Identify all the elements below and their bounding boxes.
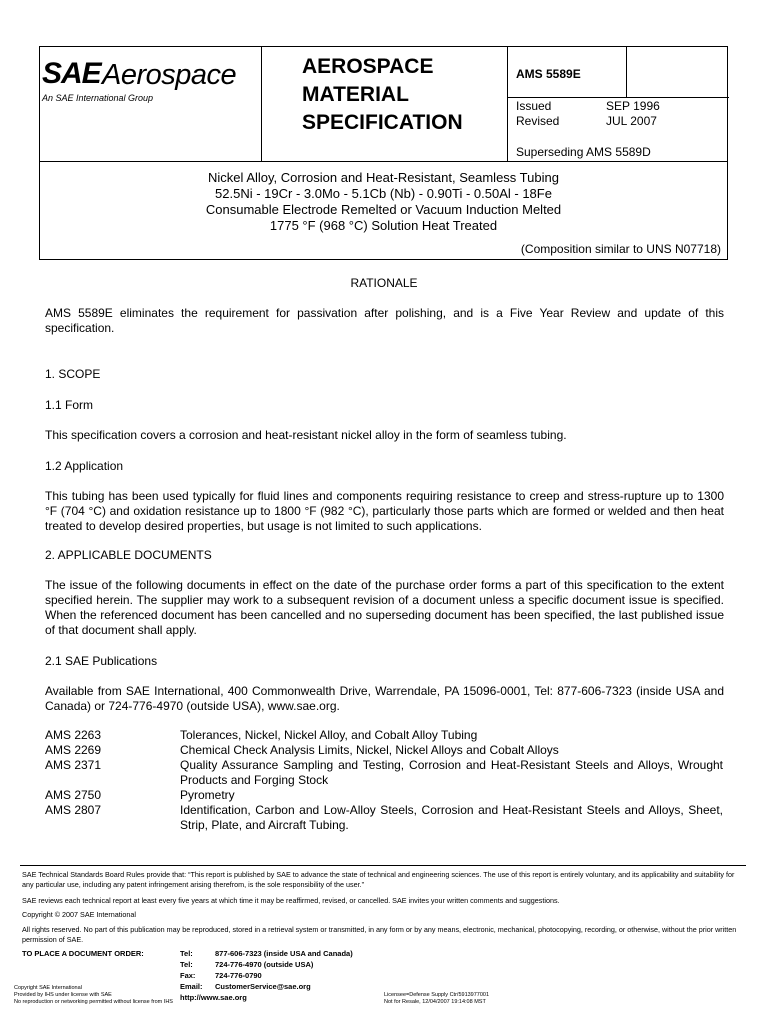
logo-sae: SAE xyxy=(42,57,101,90)
rationale-heading: RATIONALE xyxy=(350,276,418,290)
subject-line: 52.5Ni - 19Cr - 3.0Mo - 5.1Cb (Nb) - 0.90Ti - 0.50Al - 18Fe xyxy=(215,186,552,201)
review-text: SAE reviews each technical report at least every five years at which time it may be reaffirmed, revised, or cancelled. SAE invites your written comments and suggestions. xyxy=(22,896,560,905)
title-line: AEROSPACE xyxy=(302,55,434,78)
scope-heading: 1. SCOPE xyxy=(45,367,101,381)
header-divider xyxy=(261,47,262,161)
reference-code: AMS 2269 xyxy=(45,743,102,757)
superseding-note: Superseding AMS 5589D xyxy=(516,145,651,159)
form-text: This specification covers a corrosion and heat-resistant nickel alloy in the form of seamless tubing. xyxy=(45,428,567,442)
title-line: SPECIFICATION xyxy=(302,111,463,134)
board-rules-text: SAE Technical Standards Board Rules provide that: “This report is published by SAE to advance the state of technical and engineering sciences. The use of this report is entirely voluntary, and its applicability and suitability for any particular use, including any patent infringement arising therefrom, is the sole responsibility of the user.” xyxy=(22,870,735,889)
website-link[interactable]: http://www.sae.org xyxy=(180,993,247,1002)
sae-publications-text: Available from SAE International, 400 Commonwealth Drive, Warrendale, PA 15096-0001, Tel: 877-606-7323 (inside USA and Canada) or 724-776-4970 (outside USA), www.sae.org. xyxy=(45,684,724,713)
reference-description: Pyrometry xyxy=(180,788,235,802)
header-divider xyxy=(40,161,727,162)
reference-description: Chemical Check Analysis Limits, Nickel, Nickel Alloys and Cobalt Alloys xyxy=(180,743,559,757)
order-value: 877-606-7323 (inside USA and Canada) xyxy=(215,949,353,958)
subject-line: Consumable Electrode Remelted or Vacuum Induction Melted xyxy=(205,202,562,217)
order-value: 724-776-0790 xyxy=(215,971,262,980)
header-divider xyxy=(507,47,508,161)
header-box xyxy=(39,46,728,260)
subject-line: Nickel Alloy, Corrosion and Heat-Resistant, Seamless Tubing xyxy=(208,170,559,185)
revised-label: Revised xyxy=(516,114,560,128)
sae-publications-heading: 2.1 SAE Publications xyxy=(45,654,158,668)
docs-heading: 2. APPLICABLE DOCUMENTS xyxy=(45,548,212,562)
copyright-text: Copyright © 2007 SAE International xyxy=(22,910,136,919)
form-heading: 1.1 Form xyxy=(45,398,94,412)
order-key: Tel: xyxy=(180,949,193,958)
subject-block xyxy=(40,170,727,234)
order-label: TO PLACE A DOCUMENT ORDER: xyxy=(22,949,144,958)
ihs-line: No reproduction or networking permitted without license from IHS xyxy=(14,999,173,1005)
reference-code: AMS 2371 xyxy=(45,758,102,772)
reference-code: AMS 2750 xyxy=(45,788,102,802)
document-type-title xyxy=(302,53,463,137)
header-divider xyxy=(626,47,627,97)
title-line: MATERIAL xyxy=(302,83,409,106)
order-key: Fax: xyxy=(180,971,196,980)
rights-text: All rights reserved. No part of this publication may be reproduced, stored in a retrieval system or transmitted, in any form or by any means, electronic, mechanical, photocopying, recording, or otherwise, without the prior written permission of SAE. xyxy=(22,925,737,944)
order-key: Email: xyxy=(180,982,203,991)
email-link[interactable]: CustomerService@sae.org xyxy=(215,982,311,991)
logo-subtitle: An SAE International Group xyxy=(42,93,154,103)
reference-code: AMS 2807 xyxy=(45,803,102,817)
application-text: This tubing has been used typically for fluid lines and components requiring resistance to creep and stress-rupture up to 1300 °F (704 °C) and oxidation resistance up to 1800 °F (982 °C), particularly those parts which are formed or welded and then heat treated to develop desired properties, but usage is not limited to such applications. xyxy=(45,489,724,533)
reference-description: Tolerances, Nickel, Nickel Alloy, and Cobalt Alloy Tubing xyxy=(180,728,478,742)
reference-description: Quality Assurance Sampling and Testing, Corrosion and Heat-Resistant Steels and Alloys, Wrought Products and Forging Stock xyxy=(180,758,723,787)
revised-date: JUL 2007 xyxy=(606,114,657,128)
composition-note: (Composition similar to UNS N07718) xyxy=(520,242,721,256)
rationale-text: AMS 5589E eliminates the requirement for passivation after polishing, and is a Five Year Review and update of this specification. xyxy=(45,306,724,335)
reference-code: AMS 2263 xyxy=(45,728,102,742)
issued-label: Issued xyxy=(516,99,552,113)
licensee-line: Licensee=Defense Supply Ctr/5913977001 xyxy=(384,992,490,998)
order-key: Tel: xyxy=(180,960,193,969)
reference-description: Identification, Carbon and Low-Alloy Steels, Corrosion and Heat-Resistant Steels and Alloys, Sheet, Strip, Plate, and Aircraft Tubing. xyxy=(180,803,723,832)
header-divider xyxy=(507,97,729,98)
ams-number: AMS 5589E xyxy=(516,67,581,81)
order-value: 724-776-4970 (outside USA) xyxy=(215,960,314,969)
ihs-line: Copyright SAE International xyxy=(14,985,82,991)
logo-aerospace: Aerospace xyxy=(102,59,237,91)
footer-divider xyxy=(20,865,746,866)
ihs-line: Provided by IHS under license with SAE xyxy=(14,992,112,998)
docs-text: The issue of the following documents in effect on the date of the purchase order forms a part of this specification to the extent specified herein. The supplier may work to a subsequent revision of a document unless a specific document issue is specified. When the referenced document has been cancelled and no superseding document has been specified, the last published issue of that document shall apply. xyxy=(45,578,724,637)
issued-date: SEP 1996 xyxy=(606,99,660,113)
licensee-line: Not for Resale, 12/04/2007 19:14:08 MST xyxy=(384,999,486,1005)
application-heading: 1.2 Application xyxy=(45,459,124,473)
subject-line: 1775 °F (968 °C) Solution Heat Treated xyxy=(269,218,498,233)
